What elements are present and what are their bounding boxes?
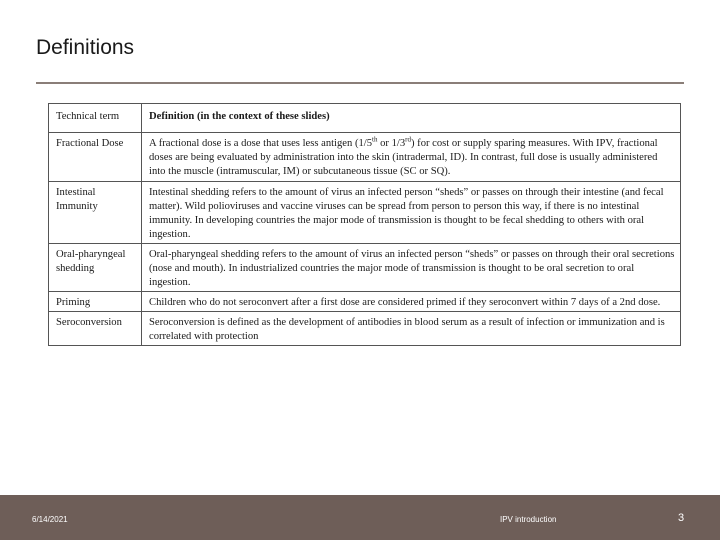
title-divider	[36, 82, 684, 84]
table-header-row	[49, 104, 681, 133]
ordinal-superscript: rd	[405, 135, 411, 144]
table-row	[49, 292, 681, 312]
table-row	[49, 244, 681, 292]
footer-date: 6/14/2021	[32, 515, 68, 524]
definition-cell: Children who do not seroconvert after a first dose are considered primed if they seroconvert within 7 days of a 2nd dose.	[142, 292, 681, 312]
header-definition: Definition (in the context of these slides)	[142, 104, 681, 133]
term-cell: Priming	[49, 292, 142, 312]
definition-text-part: or 1/3	[377, 138, 406, 149]
page-title: Definitions	[36, 36, 135, 59]
table-row	[49, 312, 681, 346]
header-technical-term: Technical term	[49, 104, 142, 133]
definition-cell	[142, 133, 681, 182]
footer-presentation-title: IPV introduction	[500, 515, 557, 524]
table-row	[49, 133, 681, 182]
term-cell: Oral-pharyngeal shedding	[49, 244, 142, 292]
definition-cell: Seroconversion is defined as the development of antibodies in blood serum as a result of infection or immunization and is correlated with protection	[142, 312, 681, 346]
slide-footer	[0, 495, 720, 540]
definition-cell: Oral-pharyngeal shedding refers to the amount of virus an infected person “sheds” or passes on through their oral secretions (nose and mouth). In industrialized countries the major mode of transmission is thought to be oral secretion to oral ingestion.	[142, 244, 681, 292]
term-cell: Intestinal Immunity	[49, 182, 142, 244]
definition-text-part: ) for cost or supply sparing measures. With IPV, fractional doses are being evaluated by administration into the skin (intradermal, ID). In contrast, full dose is usually administered into the muscle (intramuscular, IM) or subcutaneous tissue (SC or SQ).	[149, 138, 658, 177]
term-cell: Seroconversion	[49, 312, 142, 346]
term-cell: Fractional Dose	[49, 133, 142, 182]
table-row	[49, 182, 681, 244]
definition-text-part: A fractional dose is a dose that uses less antigen (1/5	[149, 138, 373, 149]
slide-number: 3	[678, 512, 685, 524]
ordinal-superscript: th	[372, 135, 378, 144]
definitions-table	[48, 103, 681, 346]
definition-cell: Intestinal shedding refers to the amount of virus an infected person “sheds” or passes on through their intestine (and fecal matter). Wild polioviruses and vaccine viruses can be spread from person to person this way, if there is no intestinal immunity. In developing countries the major mode of transmission is thought to be fecal shedding to others with oral ingestion.	[142, 182, 681, 244]
